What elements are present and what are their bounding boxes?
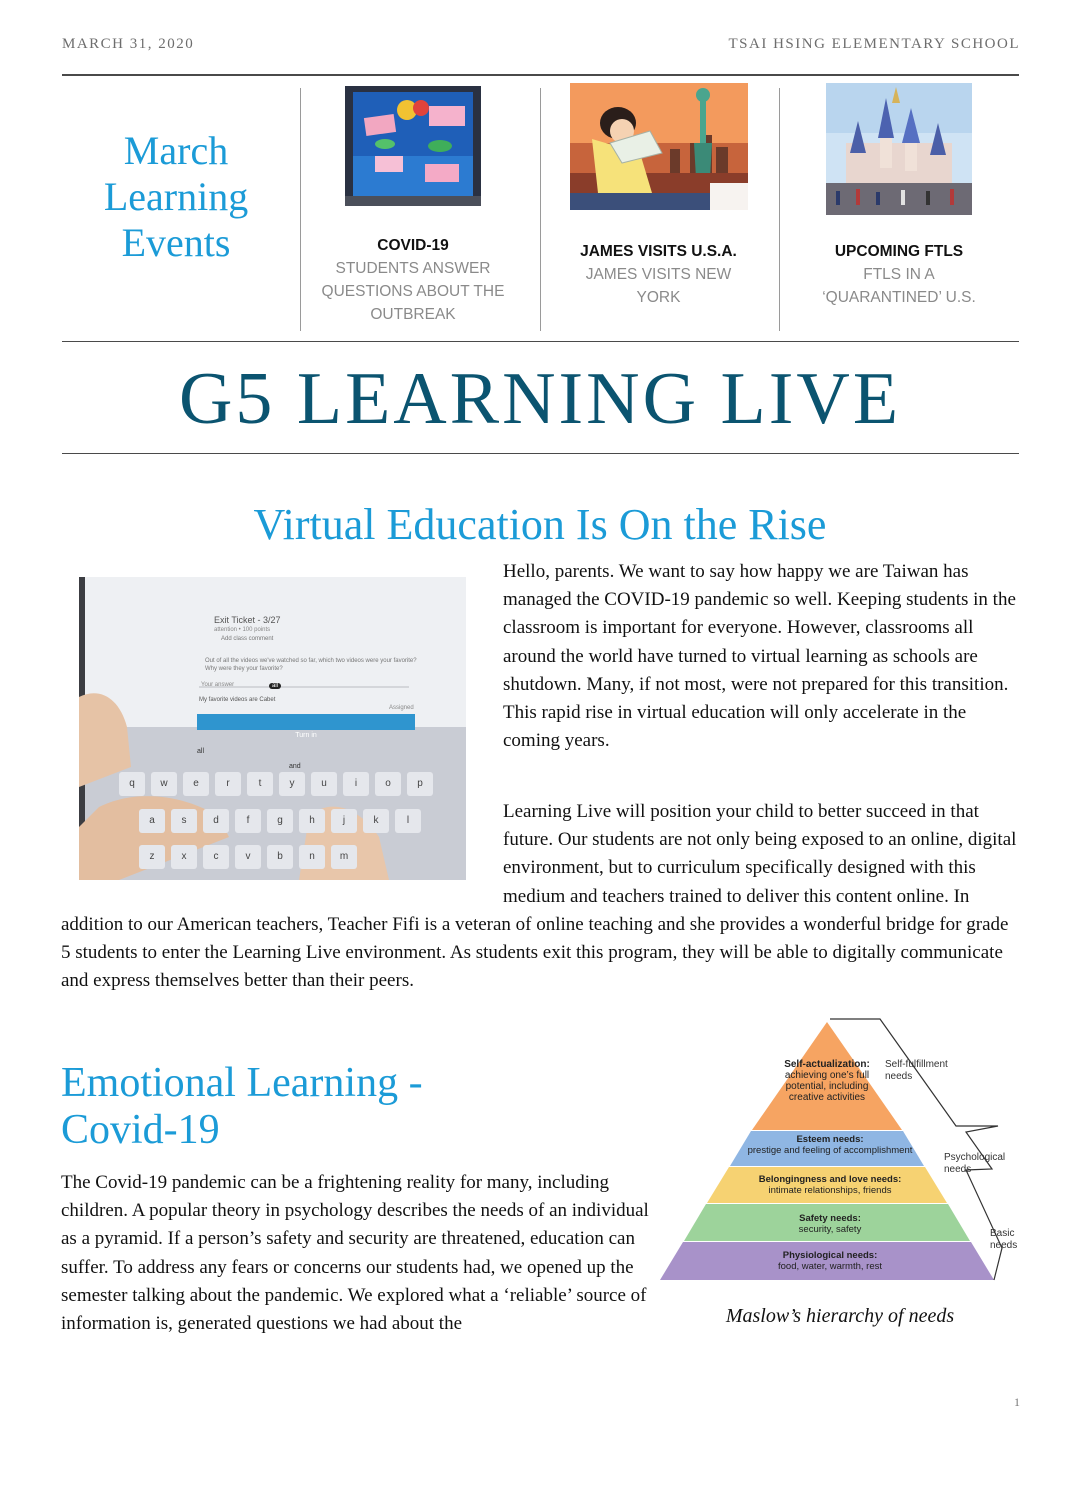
event-caption: JAMES VISITS NEW YORK (585, 266, 732, 306)
pyramid-safety-desc: security, safety (798, 1224, 862, 1235)
masthead: G5 LEARNING LIVE (178, 358, 902, 440)
key[interactable]: d (203, 809, 229, 833)
figure-caption: Maslow’s hierarchy of needs (725, 1305, 955, 1327)
event-item-covid (318, 234, 508, 326)
event-item-james (556, 240, 761, 309)
pyramid-self-desc: achieving one’s full potential, including creative activities (784, 1070, 870, 1103)
event-title: JAMES VISITS U.S.A. (580, 243, 737, 260)
key[interactable]: v (235, 845, 261, 869)
key[interactable]: u (311, 772, 337, 796)
pyramid-physiological-label (740, 1250, 920, 1272)
key[interactable]: x (171, 845, 197, 869)
pyramid-belonging-title: Belongingness and love needs: (758, 1174, 902, 1185)
article2-paragraph: The Covid-19 pandemic can be a frightening reality for many, including children. A popular theory in psychology describes the needs of an individual as a pyramid. If a person’s safety and security are threatened, education can suffer. To address any fears or concerns our students had, we opened up the semester talking about the pandemic. We explored what a ‘reliable’ source of information is, generated questions we had about the (61, 1172, 649, 1335)
article-heading-virtual-education: Virtual Education Is On the Rise (253, 500, 827, 549)
key[interactable]: m (331, 845, 357, 869)
page-number: 1 (1014, 1395, 1020, 1409)
pyramid-esteem-label (730, 1134, 930, 1156)
pyramid-self-title: Self-actualization: (784, 1059, 870, 1070)
key[interactable]: z (139, 845, 165, 869)
statue-of-liberty-illustration-icon (570, 83, 748, 210)
key[interactable]: p (407, 772, 433, 796)
key[interactable]: e (183, 772, 209, 796)
school-name: TSAI HSING ELEMENTARY SCHOOL (728, 36, 1020, 52)
bracket-label-self-fulfillment: Self-fulfillment needs (885, 1059, 948, 1082)
key[interactable]: a (139, 809, 165, 833)
bracket-label-basic: Basic needs (990, 1228, 1018, 1251)
suggestion-2[interactable]: and (289, 763, 301, 770)
event-caption: FTLS IN A ‘QUARANTINED’ U.S. (822, 266, 976, 306)
article1-paragraph2 (61, 798, 1021, 995)
pyramid-physiological-title: Physiological needs: (782, 1250, 878, 1261)
bracket-label-psychological: Psychological needs (944, 1152, 1006, 1175)
answer-label: Your answer (201, 682, 235, 688)
keyboard-row-1 (119, 772, 459, 796)
pyramid-belonging-label (720, 1174, 940, 1196)
autocorrect-bubble: all (269, 683, 281, 689)
key[interactable]: q (119, 772, 145, 796)
column-divider (300, 88, 301, 331)
key[interactable]: c (203, 845, 229, 869)
article1-paragraph2-text: Learning Live will position your child to better succeed in that future. Our students are not only being exposed to an online, digital environment, but to curriculum specifically designed with this medium and teachers trained to deliver this content online. In addition to our American teachers, Teacher Fifi is a veteran of online teaching and she provides a wonderful bridge for grade 5 students to enter the Learning Live environment. As students exit this program, they will be able to digitally communicate and express themselves better than their peers. (61, 801, 1017, 992)
article-heading-emotional-learning: Emotional Learning - Covid-19 (61, 1060, 423, 1153)
pyramid-safety-title: Safety needs: (799, 1213, 861, 1224)
pyramid-self-label (775, 1059, 879, 1103)
castle-photo-icon (826, 83, 972, 215)
key[interactable]: y (279, 772, 305, 796)
pyramid-esteem-desc: prestige and feeling of accomplishment (747, 1145, 913, 1156)
newsletter-date: MARCH 31, 2020 (62, 36, 195, 52)
ticket-question: Out of all the videos we've watched so far, which two videos were your favorite? Why were they your favorite? (205, 658, 417, 672)
event-title: COVID-19 (377, 237, 449, 254)
header-rule (62, 74, 1019, 76)
suggestion-1[interactable]: all (197, 748, 205, 755)
column-divider (779, 88, 780, 331)
events-title: March Learning Events (103, 128, 249, 265)
key[interactable]: l (395, 809, 421, 833)
article1-paragraph1: Hello, parents. We want to say how happy we are Taiwan has managed the COVID-19 pandemic so well. Keeping students in the classroom is important for everyone. However, classrooms all around the world have turned to virtual learning as schools are shutdown. Many, if not most, were not prepared for this transition. This rapid rise in virtual education will only accelerate in the coming years. (503, 561, 1016, 752)
ticket-sub: attention • 100 points (214, 627, 271, 633)
key[interactable]: s (171, 809, 197, 833)
key[interactable]: g (267, 809, 293, 833)
ticket-title: Exit Ticket - 3/27 (214, 615, 281, 625)
answer-text[interactable]: My favorite videos are Cabet (199, 697, 276, 703)
event-item-ftls (799, 240, 999, 309)
add-comment-link[interactable]: Add class comment (221, 636, 274, 642)
key[interactable]: i (343, 772, 369, 796)
column-divider (540, 88, 541, 331)
key[interactable]: b (267, 845, 293, 869)
pyramid-belonging-desc: intimate relationships, friends (768, 1185, 892, 1196)
key[interactable]: o (375, 772, 401, 796)
key[interactable]: h (299, 809, 325, 833)
event-title: UPCOMING FTLS (834, 243, 964, 260)
diorama-photo-icon (345, 86, 481, 206)
pyramid-esteem-title: Esteem needs: (796, 1134, 864, 1145)
key[interactable]: j (331, 809, 357, 833)
turn-in-button[interactable]: Turn in (295, 732, 317, 739)
key[interactable]: r (215, 772, 241, 796)
event-caption: STUDENTS ANSWER QUESTIONS ABOUT THE OUTBREAK (321, 260, 505, 323)
assigned-status: Assigned (389, 705, 414, 711)
key[interactable]: k (363, 809, 389, 833)
key[interactable]: f (235, 809, 261, 833)
key[interactable]: n (299, 845, 325, 869)
pyramid-physiological-desc: food, water, warmth, rest (777, 1261, 882, 1272)
key[interactable]: w (151, 772, 177, 796)
masthead-rule-top (62, 341, 1019, 342)
masthead-rule-bottom (62, 453, 1019, 454)
key[interactable]: t (247, 772, 273, 796)
pyramid-safety-label (740, 1213, 920, 1235)
